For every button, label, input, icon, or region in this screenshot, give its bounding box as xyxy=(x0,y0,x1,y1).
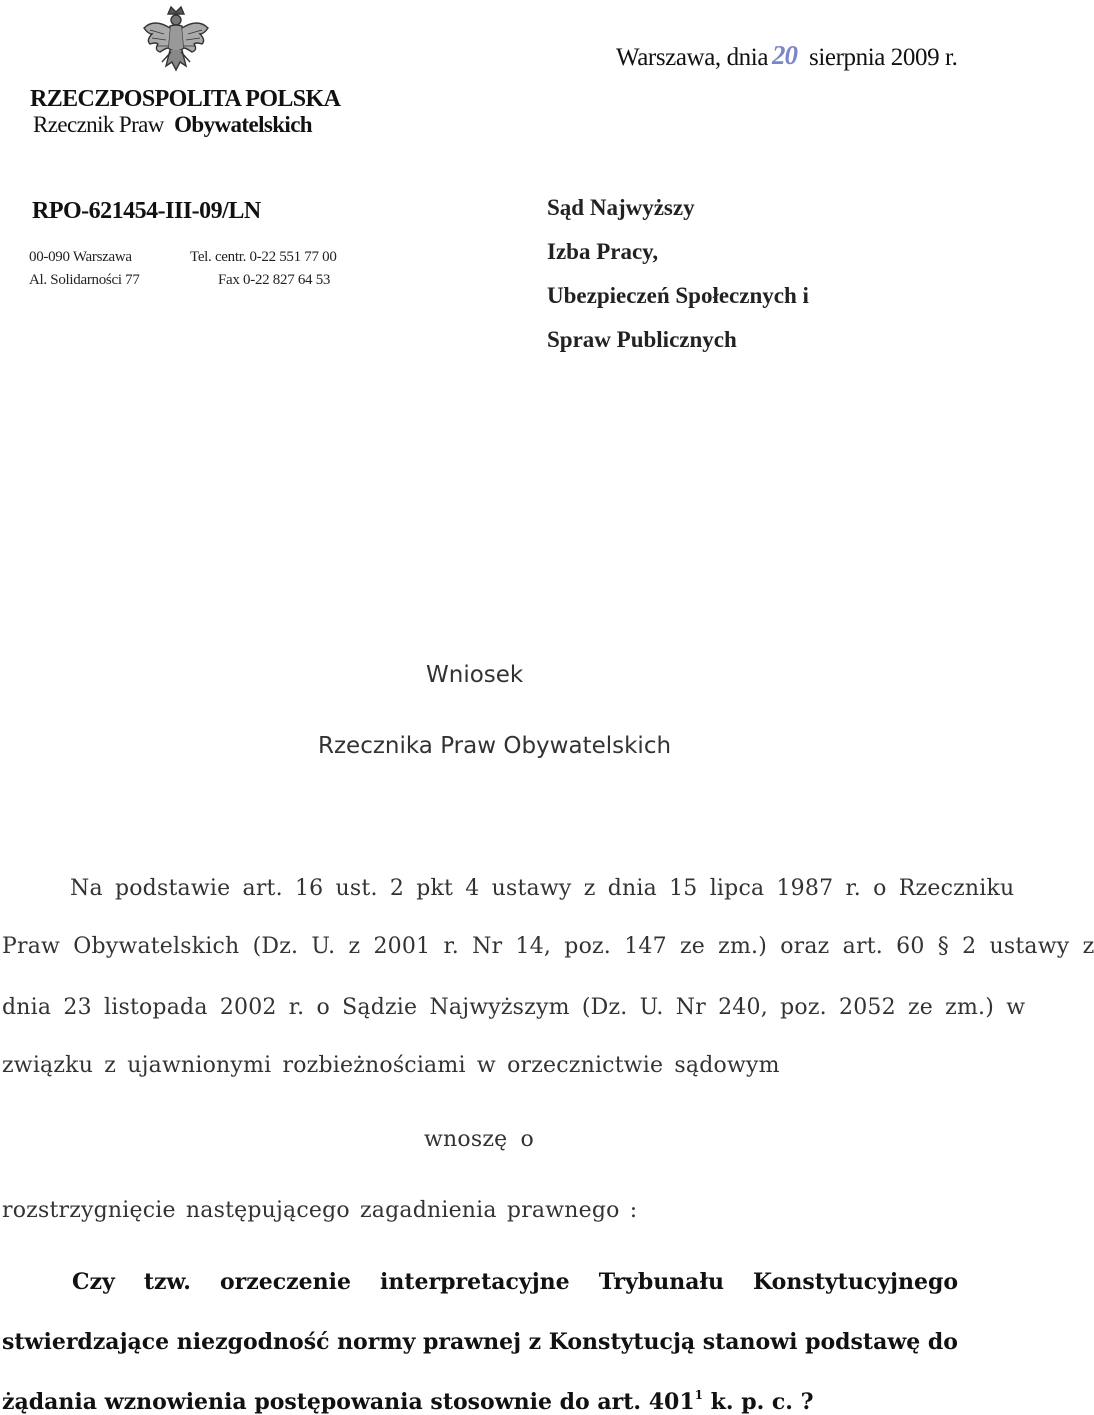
question-word: prawnej xyxy=(422,1329,522,1355)
body-line: rozstrzygnięcie następującego zagadnienia prawnego : xyxy=(2,1198,638,1223)
document-title: Wniosek xyxy=(426,662,524,688)
addressee-chamber-line2: Ubezpieczeń Społecznych i xyxy=(547,283,809,308)
question-word: normy xyxy=(337,1329,416,1355)
addressee-court: Sąd Najwyższy xyxy=(547,195,695,220)
body-line: Na podstawie art. 16 ust. 2 pkt 4 ustawy z dnia 15 lipca 1987 r. o Rzeczniku xyxy=(70,876,1015,901)
question-word: podstawę xyxy=(805,1329,921,1355)
question-word: do xyxy=(927,1329,958,1355)
reference-number: RPO-621454-III-09/LN xyxy=(32,198,261,224)
question-text: żądania wznowienia postępowania stosownie do art. 401 xyxy=(2,1389,695,1415)
question-word: z xyxy=(528,1329,542,1355)
question-word: stwierdzające xyxy=(2,1329,170,1355)
date-suffix: sierpnia 2009 r. xyxy=(809,44,958,71)
addressee-chamber-line3: Spraw Publicznych xyxy=(547,327,737,352)
address-postal-city: 00-090 Warszawa xyxy=(29,249,132,265)
question-word: Trybunału xyxy=(598,1269,724,1295)
question-line-1 xyxy=(72,1269,958,1295)
body-line xyxy=(2,934,1094,959)
question-line-2 xyxy=(2,1329,958,1355)
body-text: Praw Obywatelskich (Dz. U. z 2001 r. Nr 14, poz. 147 ze zm.) oraz art. 60 xyxy=(2,934,925,959)
office-name-prefix: Rzecznik Praw xyxy=(33,112,164,137)
country-name: RZECZPOSPOLITA POLSKA xyxy=(30,86,341,112)
question-line-3 xyxy=(2,1388,814,1415)
polish-eagle-emblem-icon xyxy=(140,4,212,84)
date-day-stamp: 20 xyxy=(772,40,797,70)
article-superscript: 1 xyxy=(694,1388,703,1402)
question-word: Czy xyxy=(72,1269,115,1295)
request-phrase: wnoszę o xyxy=(424,1127,534,1152)
address-fax: Fax 0-22 827 64 53 xyxy=(218,272,331,288)
office-name xyxy=(33,112,312,138)
question-word: stanowi xyxy=(702,1329,798,1355)
question-word: orzeczenie xyxy=(219,1269,351,1295)
question-word: niezgodność xyxy=(176,1329,330,1355)
address-telephone: Tel. centr. 0-22 551 77 00 xyxy=(190,249,337,265)
question-word: Konstytucyjnego xyxy=(753,1269,958,1295)
addressee-chamber-line1: Izba Pracy, xyxy=(547,239,659,264)
body-line: związku z ujawnionymi rozbieżnościami w orzecznictwie sądowym xyxy=(2,1053,780,1078)
body-text: 2 ustawy z xyxy=(962,934,1094,959)
question-text: k. p. c. ? xyxy=(702,1389,814,1415)
address-street: Al. Solidarności 77 xyxy=(29,272,140,288)
question-word: Konstytucją xyxy=(548,1329,696,1355)
office-name-bold: Obywatelskich xyxy=(174,112,312,137)
document-subtitle: Rzecznika Praw Obywatelskich xyxy=(318,733,672,759)
question-word: tzw. xyxy=(143,1269,191,1295)
body-line: dnia 23 listopada 2002 r. o Sądzie Najwyższym (Dz. U. Nr 240, poz. 2052 ze zm.) w xyxy=(2,995,1026,1020)
section-sign-icon: § xyxy=(937,934,949,959)
date-prefix: Warszawa, dnia xyxy=(616,44,769,71)
question-word: interpretacyjne xyxy=(380,1269,570,1295)
